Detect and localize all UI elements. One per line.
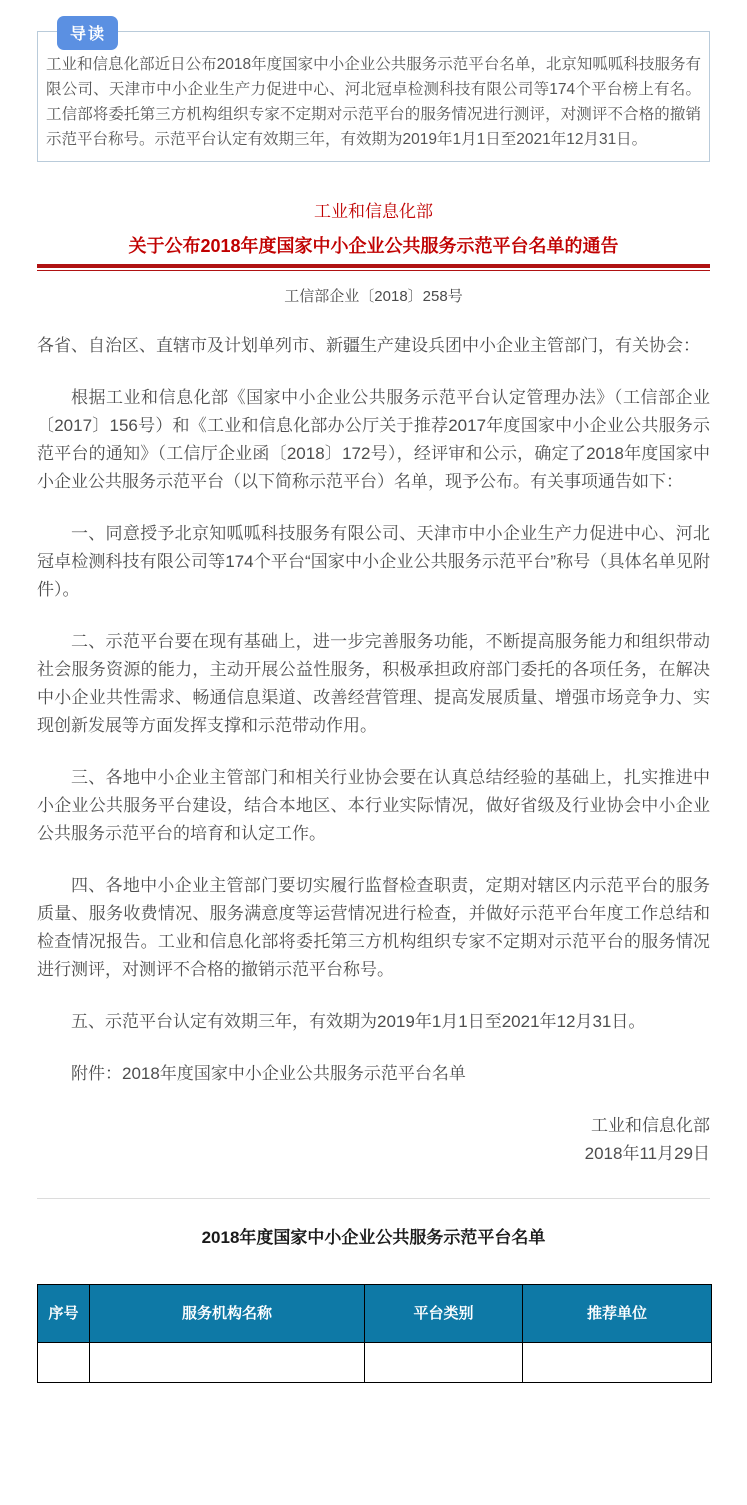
cell-org-name xyxy=(90,1343,365,1383)
paragraph-item-1: 一、同意授予北京知呱呱科技服务有限公司、天津市中小企业生产力促进中心、河北冠卓检测科技有限公司等174个平台“国家中小企业公共服务示范平台”称号（具体名单见附件）。 xyxy=(37,524,710,599)
table-row xyxy=(38,1343,712,1383)
page-title: 关于公布2018年度国家中小企业公共服务示范平台名单的通告 xyxy=(128,236,619,256)
attachment-line: 附件：2018年度国家中小企业公共服务示范平台名单 xyxy=(71,1064,466,1083)
cell-index xyxy=(38,1343,90,1383)
red-double-rule xyxy=(37,264,710,271)
title-issuer: 工业和信息化部 xyxy=(314,202,433,221)
col-header-index: 序号 xyxy=(38,1285,90,1343)
col-header-platform-type: 平台类别 xyxy=(365,1285,523,1343)
cell-platform-type xyxy=(365,1343,523,1383)
salutation: 各省、自治区、直辖市及计划单列市、新疆生产建设兵团中小企业主管部门，有关协会： xyxy=(37,336,700,355)
signature-org: 工业和信息化部 xyxy=(591,1116,710,1135)
paragraph-item-2: 二、示范平台要在现有基础上，进一步完善服务功能，不断提高服务能力和组织带动社会服务资源的能力，主动开展公益性服务，积极承担政府部门委托的各项任务，在解决中小企业共性需求、畅通信息渠道、改善经营管理、提高发展质量、增强市场竞争力、实现创新发展等方面发挥支撑和示范带动作用。 xyxy=(37,632,710,735)
table-title: 2018年度国家中小企业公共服务示范平台名单 xyxy=(201,1228,546,1247)
table-header-row xyxy=(38,1285,712,1343)
cell-recommender xyxy=(523,1343,712,1383)
section-divider xyxy=(37,1198,710,1199)
col-header-recommender: 推荐单位 xyxy=(523,1285,712,1343)
doc-body xyxy=(37,332,710,1168)
red-rule-thin xyxy=(37,270,710,271)
signature-date: 2018年11月29日 xyxy=(584,1144,710,1163)
summary-text: 工业和信息化部近日公布2018年度国家中小企业公共服务示范平台名单，北京知呱呱科技服务有限公司、天津市中小企业生产力促进中心、河北冠卓检测科技有限公司等174个平台榜上有名。工信部将委托第三方机构组织专家不定期对示范平台的服务情况进行测评，对测评不合格的撤销示范平台称号。示范平台认定有效期三年，有效期为2019年1月1日至2021年12月31日。 xyxy=(46,56,701,148)
paragraph-basis: 根据工业和信息化部《国家中小企业公共服务示范平台认定管理办法》（工信部企业〔2017〕156号）和《工业和信息化部办公厅关于推荐2017年度国家中小企业公共服务示范平台的通知》（工信厅企业函〔2018〕172号），经评审和公示，确定了2018年度国家中小企业公共服务示范平台（以下简称示范平台）名单，现予公布。有关事项通告如下： xyxy=(37,388,710,491)
paragraph-item-4: 四、各地中小企业主管部门要切实履行监督检查职责，定期对辖区内示范平台的服务质量、服务收费情况、服务满意度等运营情况进行检查，并做好示范平台年度工作总结和检查情况报告。工业和信息化部将委托第三方机构组织专家不定期对示范平台的服务情况进行测评，对测评不合格的撤销示范平台称号。 xyxy=(37,876,710,979)
paragraph-item-3: 三、各地中小企业主管部门和相关行业协会要在认真总结经验的基础上，扎实推进中小企业公共服务平台建设，结合本地区、本行业实际情况，做好省级及行业协会中小企业公共服务示范平台的培育和认定工作。 xyxy=(37,768,710,843)
summary-box xyxy=(37,31,710,162)
lead-badge: 导读 xyxy=(57,16,118,50)
platform-list-table xyxy=(37,1284,712,1383)
red-rule-thick xyxy=(37,264,710,268)
col-header-org-name: 服务机构名称 xyxy=(90,1285,365,1343)
paragraph-item-5: 五、示范平台认定有效期三年，有效期为2019年1月1日至2021年12月31日。 xyxy=(71,1012,646,1031)
doc-number: 工信部企业〔2018〕258号 xyxy=(284,288,463,305)
